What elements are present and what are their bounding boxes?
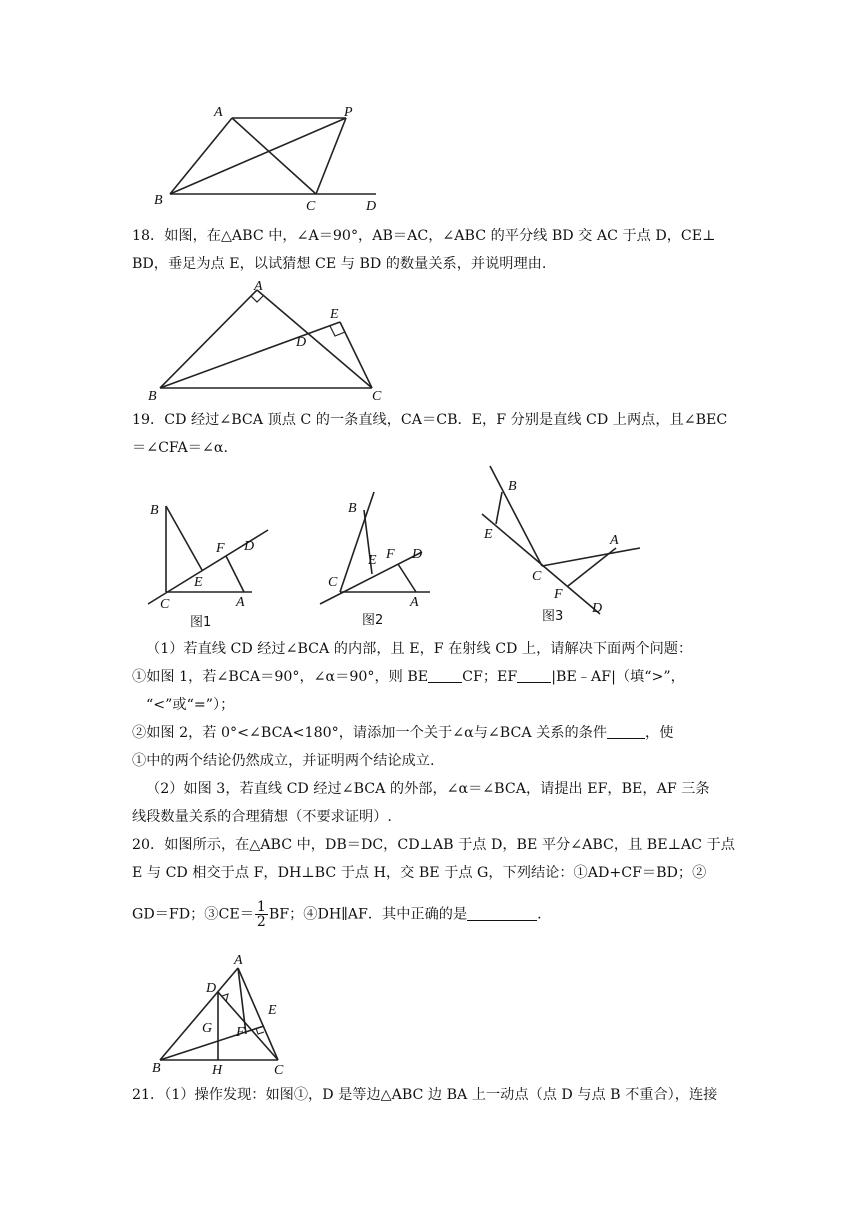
- q18-line1: 18．如图，在△ABC 中，∠A＝90°，AB＝AC，∠ABC 的平分线 BD 交 AC 于点 D，CE⊥: [132, 228, 716, 244]
- label-b: B: [154, 193, 163, 208]
- q20-line3: GD＝FD；③CE＝ $\frac{1}{2}$ BF；④DH∥AF．其中正确的是 .: [132, 899, 542, 930]
- q19-sub1a: ①如图 1，若∠BCA＝90°，∠α＝90°，则 BE CF；EF |BE﹣AF|（填“>”，: [132, 669, 685, 685]
- label-d: D: [412, 547, 423, 562]
- q19-sub1a-line2: “<”或“=”）；: [146, 697, 235, 713]
- figure-19-3: [476, 462, 646, 626]
- label-d: D: [296, 335, 307, 350]
- label-c: C: [532, 569, 542, 584]
- label-d: D: [244, 539, 255, 554]
- label-e: E: [268, 1003, 277, 1018]
- figure-right-triangle-abc: [140, 278, 400, 404]
- label-f: F: [386, 547, 395, 562]
- label-d: D: [206, 981, 217, 996]
- q21-line1: 21．（1）操作发现：如图①，D 是等边△ABC 边 BA 上一动点（点 D 与点 B 不重合），连接: [132, 1087, 718, 1103]
- label-a: A: [236, 595, 245, 610]
- figure-triangle-abc-q20: [140, 950, 300, 1078]
- figure-19-1: [140, 488, 270, 632]
- q19-line2: ＝∠CFA＝∠α.: [132, 440, 228, 456]
- label-b: B: [348, 501, 357, 516]
- label-e: E: [330, 307, 339, 322]
- label-b: B: [152, 1061, 161, 1076]
- label-h: H: [212, 1063, 223, 1078]
- label-c: C: [160, 597, 170, 612]
- label-a: A: [254, 279, 263, 294]
- label-e: E: [368, 553, 377, 568]
- label-g: G: [202, 1021, 213, 1036]
- label-d: D: [366, 199, 377, 214]
- q20-line2: E 与 CD 相交于点 F，DH⊥BC 于点 H，交 BE 于点 G，下列结论：①AD+CF＝BD；②: [132, 865, 707, 881]
- label-e: E: [194, 575, 203, 590]
- label-c: C: [372, 389, 382, 404]
- label-e: E: [484, 527, 493, 542]
- q19-sub2: （2）如图 3，若直线 CD 经过∠BCA 的外部，∠α＝∠BCA，请提出 EF，BE，AF 三条: [146, 781, 710, 797]
- fraction-one-half: $\frac{1}{2}$: [256, 899, 266, 930]
- label-a: A: [610, 533, 619, 548]
- caption-fig1: 图1: [190, 615, 212, 630]
- label-c: C: [274, 1063, 284, 1078]
- q18-line2: BD，垂足为点 E，以试猜想 CE 与 BD 的数量关系，并说明理由.: [132, 256, 547, 272]
- caption-fig2: 图2: [362, 613, 384, 628]
- label-b: B: [148, 389, 157, 404]
- figure-parallelogram-abcp: [140, 100, 390, 216]
- q19-line1: 19．CD 经过∠BCA 顶点 C 的一条直线，CA＝CB．E，F 分别是直线 CD 上两点，且∠BEC: [132, 412, 728, 428]
- label-c: C: [328, 575, 338, 590]
- label-a: A: [410, 595, 419, 610]
- q20-line1: 20．如图所示，在△ABC 中，DB＝DC，CD⊥AB 于点 D，BE 平分∠ABC，且 BE⊥AC 于点: [132, 837, 735, 853]
- label-a: A: [234, 953, 243, 968]
- label-p: P: [344, 105, 353, 120]
- label-f: F: [216, 541, 225, 556]
- label-f: F: [236, 1025, 245, 1040]
- label-b: B: [150, 503, 159, 518]
- label-a: A: [214, 105, 223, 120]
- q19-sub1: （1）若直线 CD 经过∠BCA 的内部，且 E，F 在射线 CD 上，请解决下面两个问题：: [146, 641, 693, 657]
- figure-19-2: [318, 488, 448, 632]
- label-f: F: [554, 587, 563, 602]
- label-c: C: [306, 199, 316, 214]
- label-d: D: [592, 601, 603, 616]
- q19-sub2-line2: 线段数量关系的合理猜想（不要求证明）.: [132, 809, 392, 825]
- label-b: B: [508, 479, 517, 494]
- q19-sub1b-line2: ①中的两个结论仍然成立，并证明两个结论成立.: [132, 753, 435, 769]
- q19-sub1b: ②如图 2，若 0°<∠BCA<180°，请添加一个关于∠α与∠BCA 关系的条件 ，使: [132, 725, 674, 741]
- caption-fig3: 图3: [542, 609, 564, 624]
